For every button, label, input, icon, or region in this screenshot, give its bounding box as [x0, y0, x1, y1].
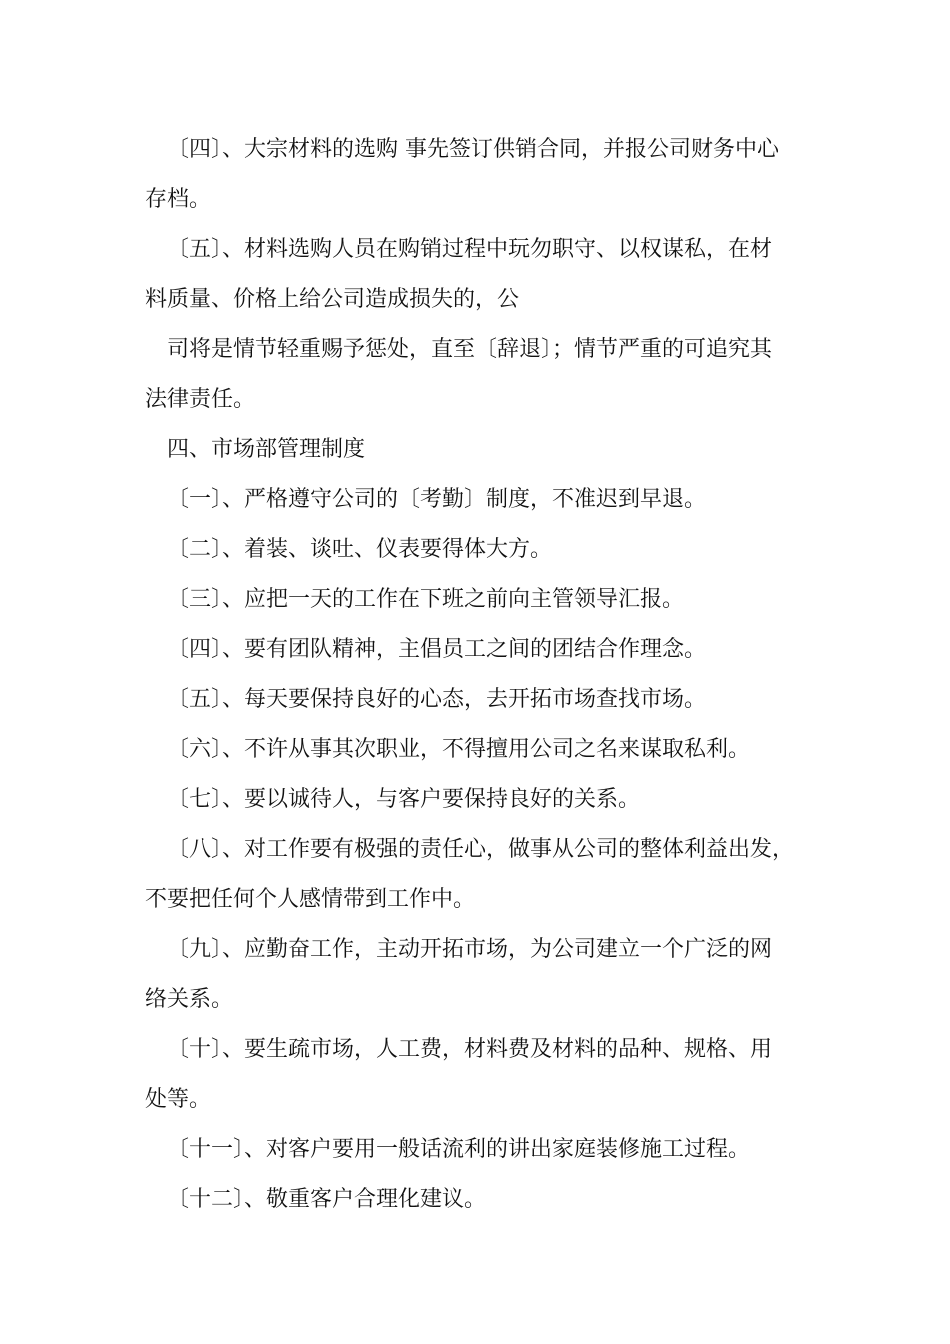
list-item: 〔五〕、每天要保持良好的心态，去开拓市场查找市场。	[167, 687, 707, 712]
list-item: 〔十二〕、敬重客户合理化建议。	[167, 1187, 487, 1212]
list-item: 〔十〕、要生疏市场，人工费，材料费及材料的品种、规格、用	[167, 1037, 773, 1062]
paragraph-line: 〔五〕、材料选购人员在购销过程中玩勿职守、以权谋私，在材	[167, 237, 773, 262]
list-item: 〔三〕、应把一天的工作在下班之前向主管领导汇报。	[167, 587, 685, 612]
section-heading: 四、市场部管理制度	[167, 437, 366, 462]
list-item-continuation: 不要把任何个人感情带到工作中。	[145, 887, 476, 912]
paragraph-line: 料质量、价格上给公司造成损失的，公	[145, 287, 520, 312]
list-item-continuation: 络关系。	[145, 987, 234, 1012]
list-item: 〔七〕、要以诚待人，与客户要保持良好的关系。	[167, 787, 641, 812]
paragraph-line: 法律责任。	[145, 387, 256, 412]
paragraph-line: 存档。	[145, 187, 212, 212]
paragraph-line: 〔四〕、大宗材料的选购 事先签订供销合同，并报公司财务中心	[167, 137, 779, 162]
list-item: 〔九〕、应勤奋工作，主动开拓市场，为公司建立一个广泛的网	[167, 937, 773, 962]
list-item: 〔六〕、不许从事其次职业，不得擅用公司之名来谋取私利。	[167, 737, 751, 762]
paragraph-line: 司将是情节轻重赐予惩处，直至〔辞退〕；情节严重的可追究其	[167, 337, 773, 362]
list-item: 〔十一〕、对客户要用一般话流利的讲出家庭装修施工过程。	[167, 1137, 751, 1162]
list-item: 〔二〕、着装、谈吐、仪表要得体大方。	[167, 537, 553, 562]
list-item: 〔一〕、严格遵守公司的〔考勤〕制度，不准迟到早退。	[167, 487, 707, 512]
list-item: 〔八〕、对工作要有极强的责任心，做事从公司的整体利益出发，	[167, 837, 795, 862]
list-item: 〔四〕、要有团队精神，主倡员工之间的团结合作理念。	[167, 637, 707, 662]
list-item-continuation: 处等。	[145, 1087, 212, 1112]
